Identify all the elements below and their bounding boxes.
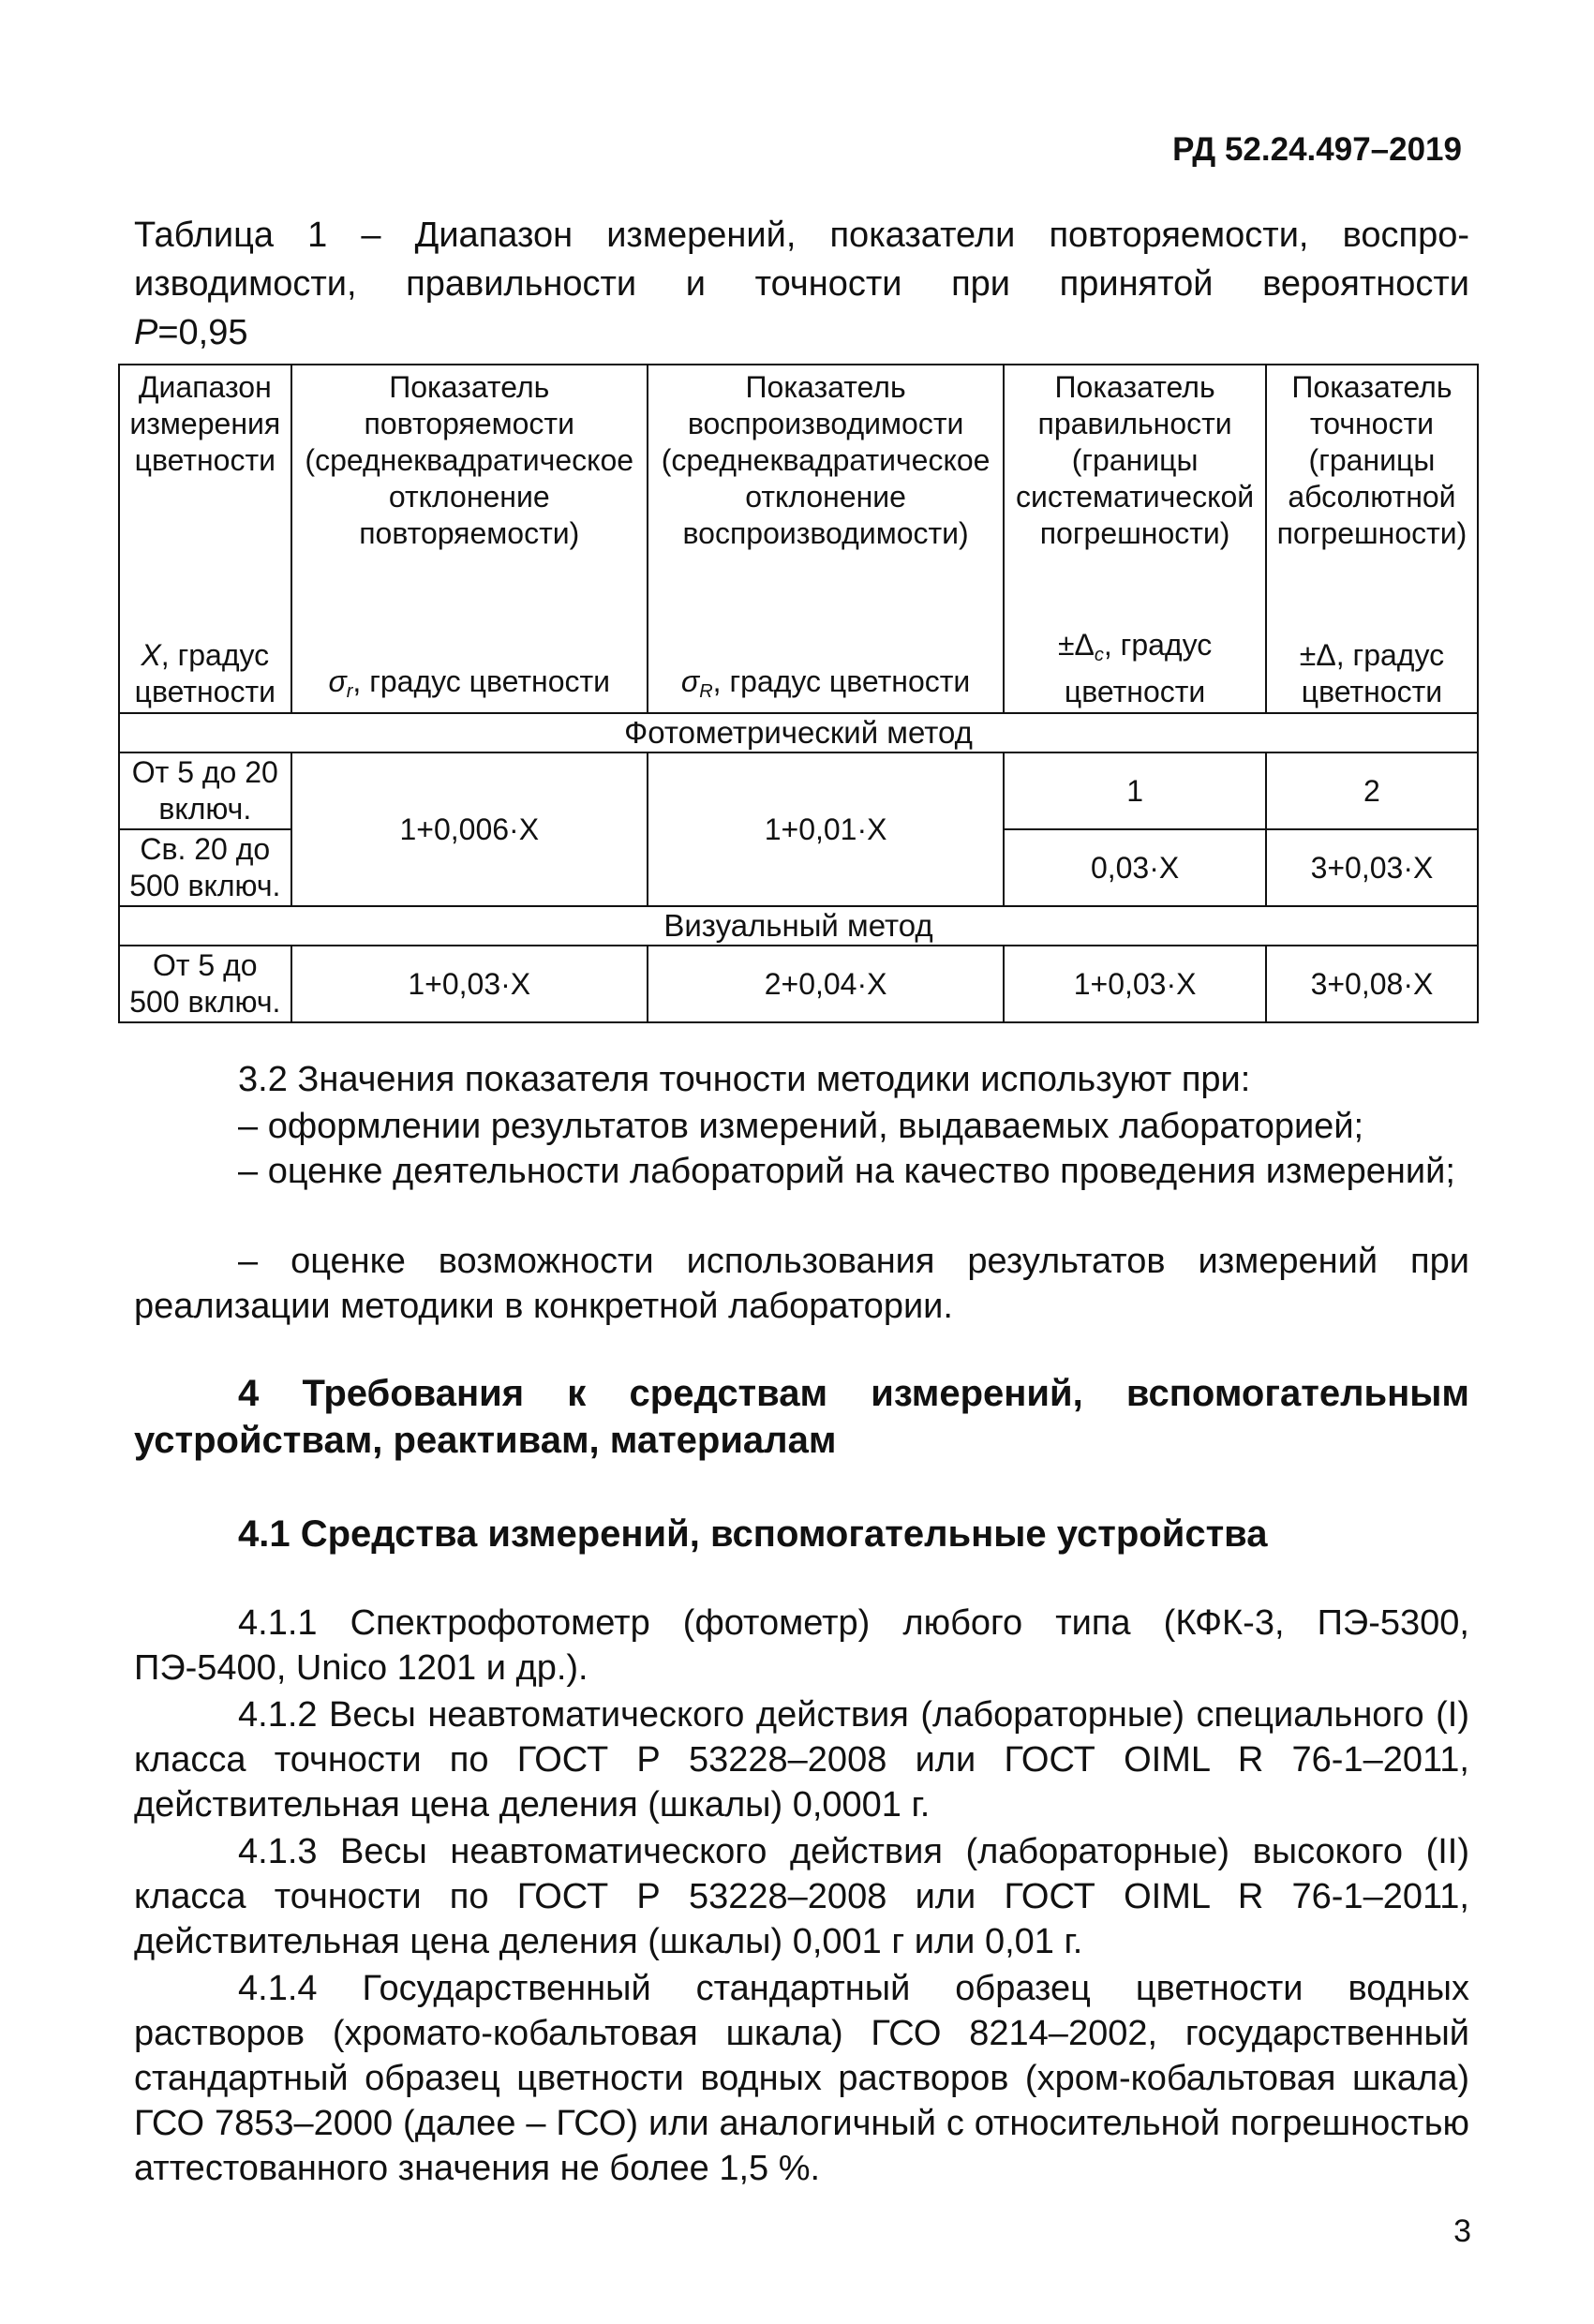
table-row — [119, 752, 1478, 829]
table-row — [119, 946, 1478, 1022]
column-title: Показатель воспроизводимости (среднеквадратическое отклонение воспроизводимости) — [648, 365, 1004, 627]
cell-reproducibility: 1+0,01·X — [648, 752, 1004, 906]
paragraph-4-1-4: 4.1.4 Государственный стандартный образец цветности водных растворов (хромато-кобальтовая шкала) ГСО 8214–2002, государственный стандартный образец цветности водных растворов (хром-кобальтовая шкала) ГСО 7853–2000 (далее – ГСО) или аналогичный с относительной погрешностью аттестованного значения не более 1,5 %. — [134, 1969, 1469, 2188]
cell-accuracy: 2 — [1266, 752, 1478, 829]
table-header-row — [119, 365, 1478, 627]
table-section-row — [119, 713, 1478, 752]
list-item: – оценке возможности использования результатов измерений при реализации методики в конкретной лаборатории. — [134, 1242, 1469, 1326]
cell-range: От 5 до 500 включ. — [119, 946, 291, 1022]
cell-repeatability: 1+0,006·X — [291, 752, 648, 906]
column-unit: $\pm\Delta_c$, градус цветности — [1004, 627, 1266, 713]
cell-reproducibility: 2+0,04·X — [648, 946, 1004, 1022]
table-section-row — [119, 906, 1478, 946]
metrology-table — [118, 364, 1479, 1023]
cell-correctness: 1 — [1004, 752, 1266, 829]
column-unit: ±Δ, градус цветности — [1266, 627, 1478, 713]
list-item: – оформлении результатов измерений, выдаваемых лабораторией; — [238, 1107, 1364, 1146]
cell-accuracy: 3+0,03·X — [1266, 829, 1478, 906]
page-number: 3 — [1453, 2213, 1471, 2249]
cell-accuracy: 3+0,08·X — [1266, 946, 1478, 1022]
table-unit-row — [119, 627, 1478, 713]
cell-range: Св. 20 до 500 включ. — [119, 829, 291, 906]
caption-line: изводимости, правильности и точности при принятой вероятности — [134, 264, 1469, 304]
cell-correctness: 0,03·X — [1004, 829, 1266, 906]
cell-range: От 5 до 20 включ. — [119, 752, 291, 829]
section-title-visual: Визуальный метод — [119, 906, 1478, 946]
column-title: Показатель правильности (границы систематической погрешности) — [1004, 365, 1266, 627]
paragraph-4-1-3: 4.1.3 Весы неавтоматического действия (лабораторные) высокого (II) класса точности по ГОСТ Р 53228–2008 или ГОСТ OIML R 76-1–2011, действительная цена деления (шкалы) 0,001 г или 0,01 г. — [134, 1832, 1469, 1961]
cell-correctness: 1+0,03·X — [1004, 946, 1266, 1022]
caption-line — [134, 308, 1469, 357]
column-title: Показатель точности (границы абсолютной погрешности) — [1266, 365, 1478, 627]
paragraph-4-1-2: 4.1.2 Весы неавтоматического действия (лабораторные) специального (I) класса точности по ГОСТ Р 53228–2008 или ГОСТ OIML R 76-1–2011, действительная цена деления (шкалы) 0,0001 г. — [134, 1695, 1469, 1825]
document-id: РД 52.24.497–2019 — [1172, 131, 1462, 168]
section-title-photometric: Фотометрический метод — [119, 713, 1478, 752]
probability-value: =0,95 — [157, 313, 248, 352]
subsection-heading-4-1: 4.1 Средства измерений, вспомогательные устройства — [238, 1513, 1268, 1555]
section-heading-4: 4 Требования к средствам измерений, вспомогательным устройствам, реактивам, материалам — [134, 1373, 1469, 1461]
paragraph-3-2-intro: 3.2 Значения показателя точности методики используют при: — [238, 1060, 1251, 1099]
column-unit: $\sigma_R$, градус цветности — [648, 627, 1004, 713]
list-item: – оценке деятельности лабораторий на качество проведения измерений; — [238, 1152, 1455, 1191]
caption-line: Таблица 1 – Диапазон измерений, показатели повторяемости, воспро- — [134, 216, 1469, 255]
cell-repeatability: 1+0,03·X — [291, 946, 648, 1022]
column-title: Диапазон измерения цветности — [119, 365, 291, 627]
column-unit: $\sigma_r$, градус цветности — [291, 627, 648, 713]
column-unit: X, градус цветности — [119, 627, 291, 713]
paragraph-4-1-1: 4.1.1 Спектрофотометр (фотометр) любого типа (КФК-3, ПЭ-5300, ПЭ-5400, Unico 1201 и др.). — [134, 1603, 1469, 1688]
probability-symbol: P — [134, 313, 158, 352]
table-caption — [134, 211, 1469, 357]
column-title: Показатель повторяемости (среднеквадратическое отклонение повторяемости) — [291, 365, 648, 627]
